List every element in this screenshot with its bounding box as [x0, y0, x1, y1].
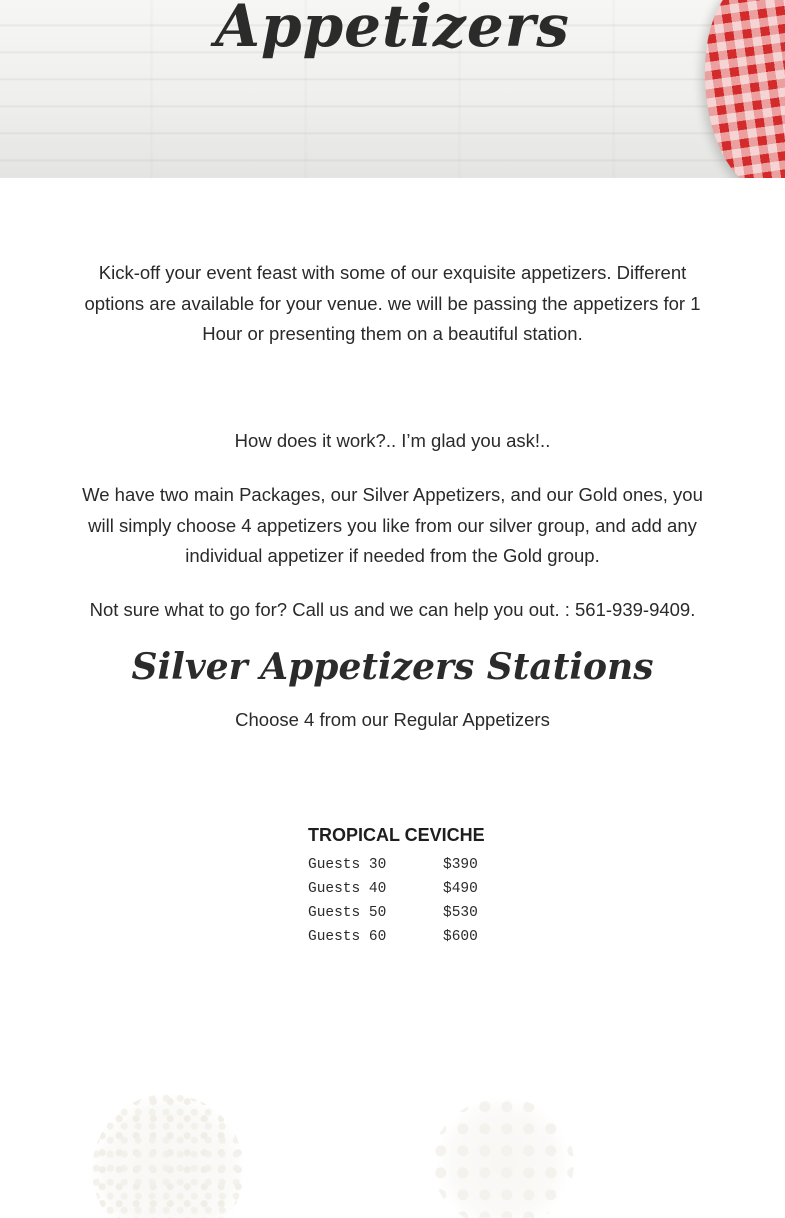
price-row — [308, 901, 508, 925]
food-image-right — [432, 1098, 574, 1218]
menu-item-tropical-ceviche — [308, 822, 508, 949]
silver-section-title: Silver Appetizers Stations — [131, 646, 654, 688]
price-value: $490 — [443, 881, 478, 897]
packages-paragraph: We have two main Packages, our Silver Appetizers, and our Gold ones, you will simply choose 4 appetizers you like from our silver group, and add any individual appetizer if needed from the Gold group. — [82, 484, 703, 566]
guests-count: Guests 40 — [308, 881, 387, 897]
hero-banner — [0, 0, 785, 178]
guests-count: Guests 60 — [308, 929, 387, 945]
price-value: $600 — [443, 929, 478, 945]
price-list — [308, 853, 508, 949]
silver-section-subtitle: Choose 4 from our Regular Appetizers — [235, 709, 550, 730]
page-title: Appetizers — [215, 0, 570, 60]
price-value: $530 — [443, 905, 478, 921]
menu-item-name: TROPICAL CEVICHE — [308, 825, 485, 845]
food-image-left — [92, 1094, 244, 1218]
price-value: $390 — [443, 857, 478, 873]
price-row — [308, 877, 508, 901]
how-it-works-heading: How does it work?.. I’m glad you ask!.. — [234, 430, 551, 451]
price-row — [308, 853, 508, 877]
guests-count: Guests 30 — [308, 857, 387, 873]
help-contact-paragraph: Not sure what to go for? Call us and we can help you out. : 561-939-9409. — [89, 599, 696, 620]
price-row — [308, 925, 508, 949]
guests-count: Guests 50 — [308, 905, 387, 921]
intro-paragraph: Kick-off your event feast with some of our exquisite appetizers. Different options are available for your venue. we will be passing the appetizers for 1 Hour or presenting them on a beautiful station. — [84, 262, 701, 344]
